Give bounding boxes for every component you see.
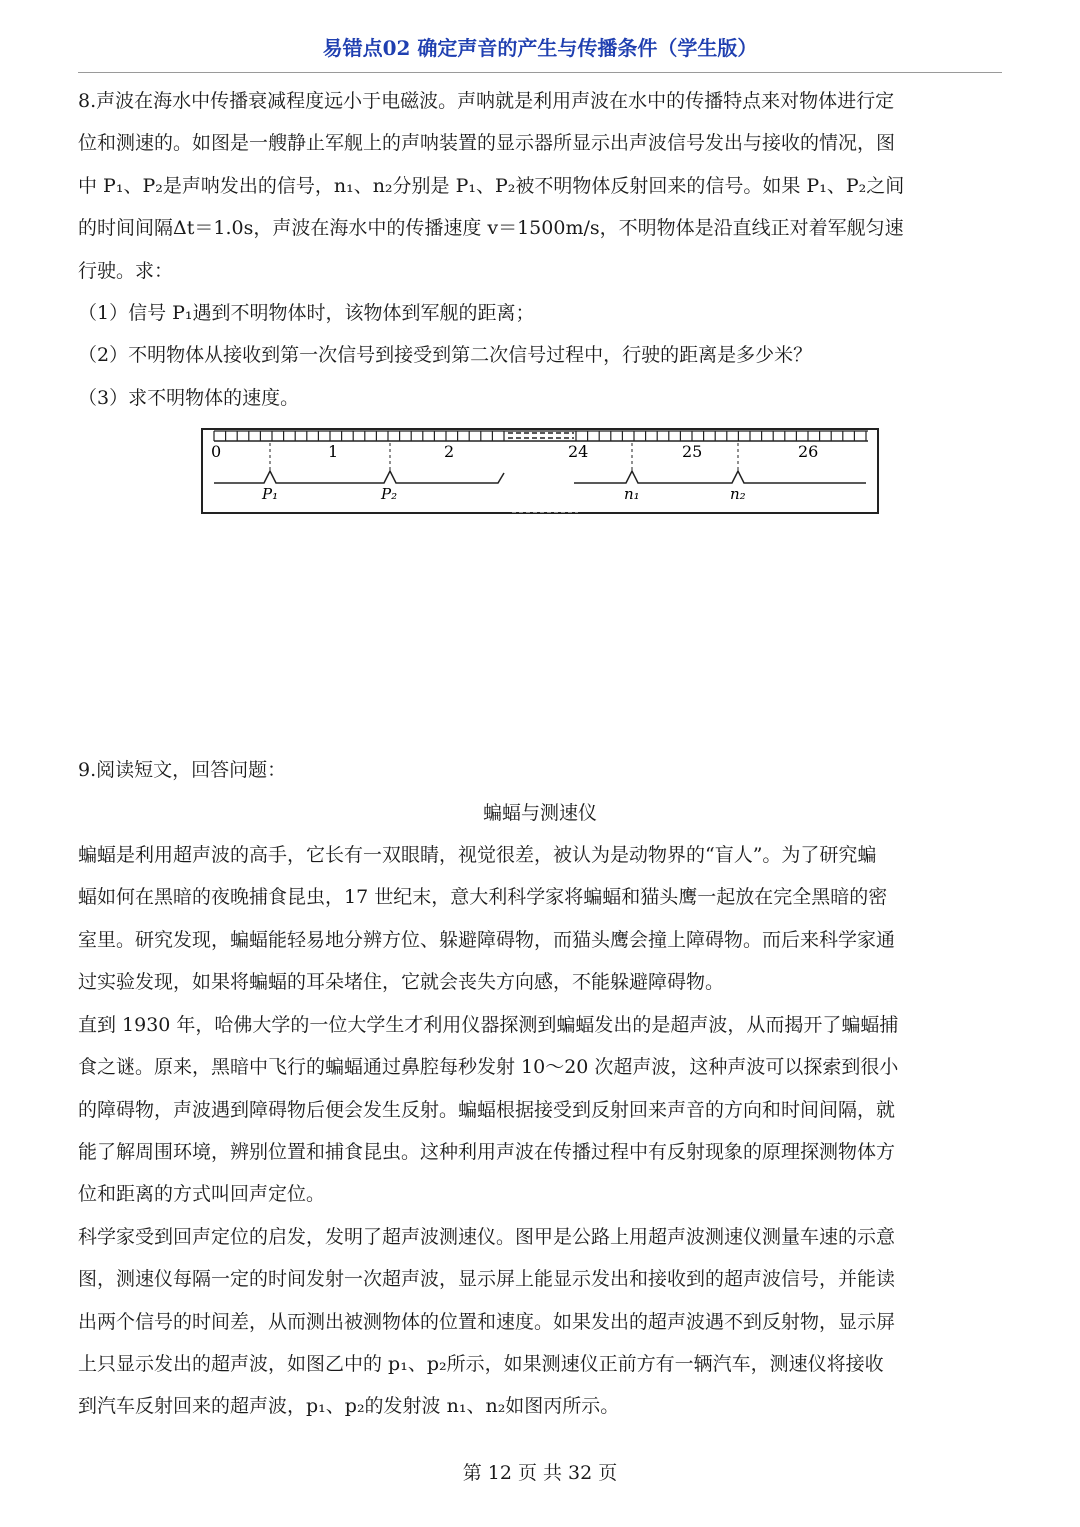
q9-line: 室里。研究发现，蝙蝠能轻易地分辨方位、躲避障碍物，而猫头鹰会撞上障碍物。而后来科学家通 bbox=[78, 928, 896, 951]
page-number: 第 12 页 共 32 页 bbox=[462, 1462, 618, 1484]
q8-line: 中 P₁、P₂是声呐发出的信号，n₁、n₂分别是 P₁、P₂被不明物体反射回来的信号。如果 P₁、P₂之间 bbox=[78, 174, 905, 197]
scale-label-1: 1 bbox=[328, 442, 339, 462]
q8-sub-question: （2）不明物体从接收到第一次信号到接受到第二次信号过程中，行驶的距离是多少米？ bbox=[78, 344, 813, 367]
q9-line: 蝠如何在黑暗的夜晚捕食昆虫，17 世纪末，意大利科学家将蝙蝠和猫头鹰一起放在完全黑暗的密 bbox=[78, 886, 888, 909]
q9-line: 位和距离的方式叫回声定位。 bbox=[78, 1183, 326, 1206]
scale-label-26: 26 bbox=[798, 442, 819, 462]
scale-label-0: 0 bbox=[211, 442, 222, 462]
q9-line: 上只显示发出的超声波，如图乙中的 p₁、p₂所示，如果测速仪正前方有一辆汽车，测速仪将接收 bbox=[78, 1352, 884, 1375]
q8-line: 行驶。求： bbox=[78, 259, 174, 282]
question-8 bbox=[78, 80, 1002, 419]
signal-trace-right bbox=[574, 471, 866, 483]
q9-intro: 9.阅读短文，回答问题： bbox=[78, 759, 287, 782]
label-p1: P₁ bbox=[262, 485, 279, 504]
question-9 bbox=[78, 749, 1002, 1428]
sonar-display-diagram bbox=[78, 427, 1002, 519]
q8-line: 的时间间隔Δt＝1.0s，声波在海水中的传播速度 v＝1500m/s，不明物体是沿直线正对着军舰匀速 bbox=[78, 217, 904, 240]
q9-line: 直到 1930 年，哈佛大学的一位大学生才利用仪器探测到蝙蝠发出的是超声波，从而揭开了蝙蝠捕 bbox=[78, 1013, 899, 1036]
scale-label-25: 25 bbox=[682, 442, 703, 462]
label-p2: P₂ bbox=[381, 485, 398, 504]
q8-line: 位和测速的。如图是一艘静止军舰上的声呐装置的显示器所显示出声波信号发出与接收的情况，图 bbox=[78, 132, 896, 155]
page-header: 易错点02 确定声音的产生与传播条件（学生版） bbox=[322, 36, 758, 60]
scale-label-24: 24 bbox=[568, 442, 589, 462]
q9-line: 到汽车反射回来的超声波，p₁、p₂的发射波 n₁、n₂如图丙所示。 bbox=[78, 1395, 620, 1418]
page-content bbox=[78, 80, 1002, 1428]
q9-line: 图，测速仪每隔一定的时间发射一次超声波，显示屏上能显示发出和接收到的超声波信号，并能读 bbox=[78, 1268, 896, 1291]
q9-line: 科学家受到回声定位的启发，发明了超声波测速仪。图甲是公路上用超声波测速仪测量车速的示意 bbox=[78, 1225, 896, 1248]
q9-line: 食之谜。原来，黑暗中飞行的蝙蝠通过鼻腔每秒发射 10～20 次超声波，这种声波可以探索到很小 bbox=[78, 1056, 899, 1079]
q8-sub-question: （1）信号 P₁遇到不明物体时，该物体到军舰的距离； bbox=[78, 302, 535, 325]
label-n2: n₂ bbox=[730, 485, 746, 504]
q9-line: 蝙蝠是利用超声波的高手，它长有一双眼睛，视觉很差，被认为是动物界的“盲人”。为了研究蝙 bbox=[78, 844, 877, 867]
q9-line: 的障碍物，声波遇到障碍物后便会发生反射。蝙蝠根据接受到反射回来声音的方向和时间间隔，就 bbox=[78, 1098, 896, 1121]
signal-trace-left bbox=[214, 471, 504, 483]
q8-line: 8.声波在海水中传播衰减程度远小于电磁波。声呐就是利用声波在水中的传播特点来对物体进行定 bbox=[78, 90, 895, 112]
q9-article-title: 蝙蝠与测速仪 bbox=[482, 801, 597, 824]
q9-line: 出两个信号的时间差，从而测出被测物体的位置和速度。如果发出的超声波遇不到反射物，显示屏 bbox=[78, 1310, 896, 1333]
q9-line: 能了解周围环境，辨别位置和捕食昆虫。这种利用声波在传播过程中有反射现象的原理探测物体方 bbox=[78, 1140, 896, 1163]
header-rule bbox=[78, 72, 1002, 73]
q9-line: 过实验发现，如果将蝙蝠的耳朵堵住，它就会丧失方向感，不能躲避障碍物。 bbox=[78, 971, 725, 994]
scale-label-2: 2 bbox=[444, 442, 455, 462]
label-n1: n₁ bbox=[624, 485, 640, 504]
answer-space bbox=[78, 519, 1002, 749]
q8-sub-question: （3）求不明物体的速度。 bbox=[78, 386, 300, 409]
